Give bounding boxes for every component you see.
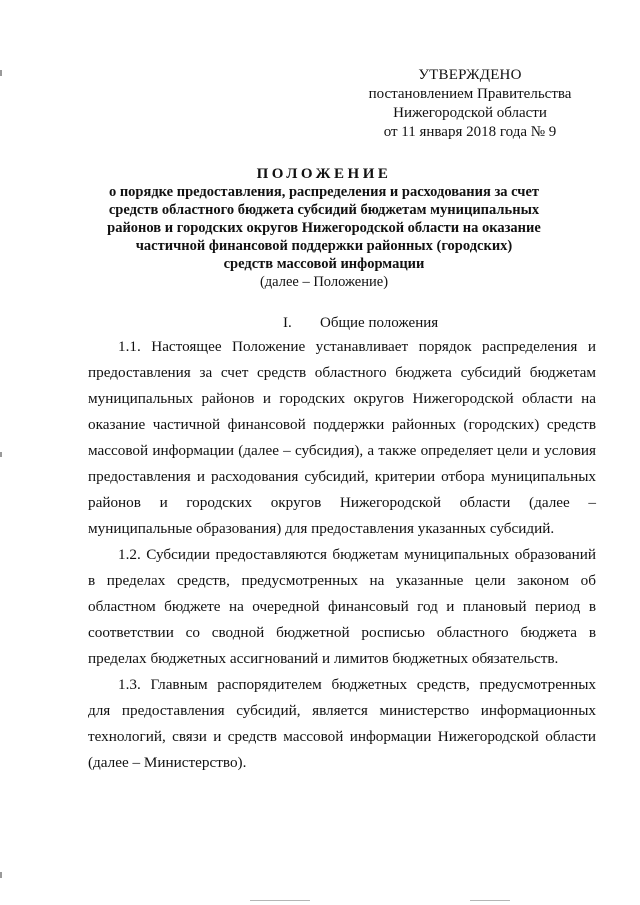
scan-bottom-speck: [470, 900, 510, 901]
paragraph-line: районов и городских округов Нижегородской области (далее –: [88, 494, 596, 511]
paragraph-line: для предоставления субсидий, является министерство информационных: [88, 702, 596, 719]
paragraph-line: в пределах средств, предусмотренных на указанные цели законом об: [88, 572, 596, 589]
document-subtitle-line: средств массовой информации: [223, 256, 425, 272]
approval-line: постановлением Правительства: [368, 86, 572, 102]
document-subtitle-line: районов и городских округов Нижегородской области на оказание: [107, 220, 541, 236]
scan-edge-mark: [0, 70, 2, 76]
paragraph-line: 1.3. Главным распорядителем бюджетных средств, предусмотренных: [118, 676, 596, 693]
paragraph-line: предоставления за счет средств областного бюджета субсидий бюджетам: [88, 364, 596, 381]
paragraph-line: 1.1. Настоящее Положение устанавливает порядок распределения и: [118, 338, 596, 355]
section-name: Общие положения: [320, 315, 439, 331]
approval-line: от 11 января 2018 года № 9: [383, 124, 557, 140]
section-number: I.: [283, 315, 292, 331]
paragraph-line: областном бюджете на очередной финансовый год и плановый период в: [88, 598, 596, 615]
paragraph-line: (далее – Министерство).: [88, 754, 247, 771]
scan-edge-mark: [0, 872, 2, 878]
approval-stamp-block: [360, 66, 580, 142]
document-subtitle-line: о порядке предоставления, распределения и расходования за счет: [108, 184, 540, 200]
paragraph-line: соответствии со сводной бюджетной росписью областного бюджета в: [88, 624, 596, 641]
scan-bottom-speck: [250, 900, 310, 901]
scan-edge-mark: [0, 452, 2, 457]
approval-heading: УТВЕРЖДЕНО: [418, 67, 522, 83]
document-subtitle-line: средств областного бюджета субсидий бюджетам муниципальных: [108, 202, 540, 218]
document-title: ПОЛОЖЕНИЕ: [256, 166, 392, 182]
paragraph-line: муниципальные образования) для предоставления указанных субсидий.: [88, 520, 555, 537]
document-title-block: [80, 165, 568, 291]
paragraph-line: массовой информации (далее – субсидия), а также определяет цели и условия: [88, 442, 596, 459]
paragraph-line: предоставления и расходования субсидий, критерии отбора муниципальных: [88, 468, 596, 485]
paragraph-line: муниципальных районов и городских округов Нижегородской области на: [88, 390, 596, 407]
approval-line: Нижегородской области: [393, 105, 547, 121]
document-short-name: (далее – Положение): [259, 274, 389, 290]
paragraph-line: технологий, связи и средств массовой информации Нижегородской области: [88, 728, 596, 745]
document-subtitle-line: частичной финансовой поддержки районных (городских): [135, 238, 513, 254]
paragraph-line: оказание частичной финансовой поддержки районных (городских) средств: [88, 416, 596, 433]
paragraph-line: 1.2. Субсидии предоставляются бюджетам муниципальных образований: [118, 546, 596, 563]
paragraph-line: пределах бюджетных ассигнований и лимитов бюджетных обязательств.: [88, 650, 559, 667]
